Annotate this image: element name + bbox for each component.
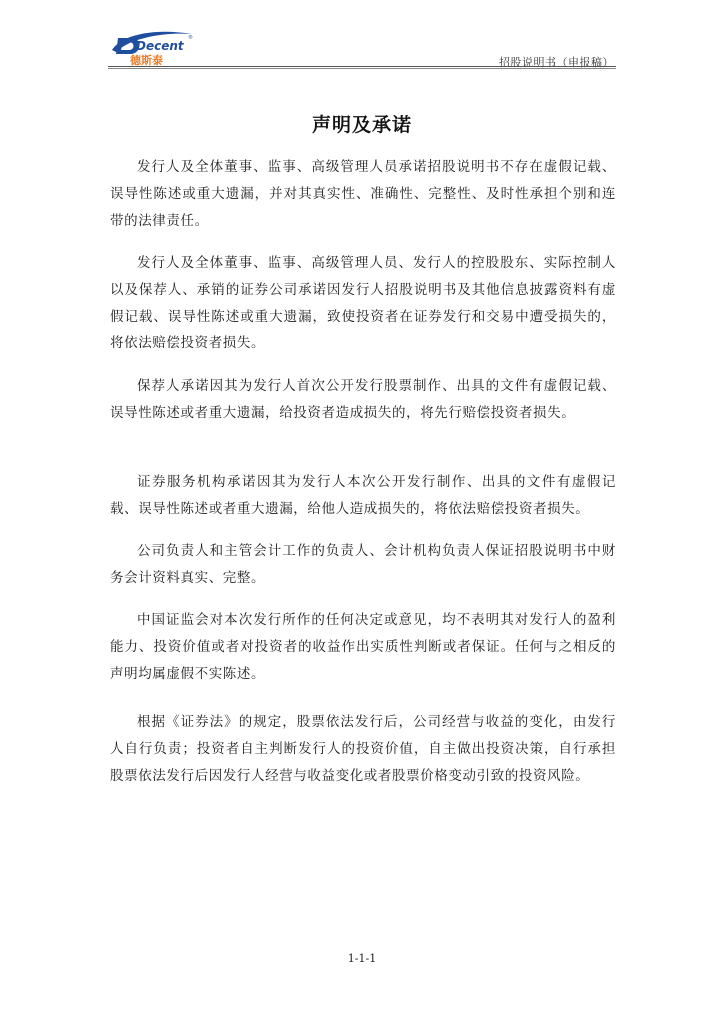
paragraph-sponsor-commitment: 保荐人承诺因其为发行人首次公开发行股票制作、出具的文件有虚假记载、误导性陈述或者重大遗漏，给投资者造成损失的，将先行赔偿投资者损失。 bbox=[110, 378, 616, 421]
logo-wordmark: Decent bbox=[136, 39, 184, 53]
logo-chinese-name: 德斯泰 bbox=[130, 54, 163, 67]
page-number: 1-1-1 bbox=[347, 952, 377, 965]
header-divider bbox=[108, 66, 616, 67]
paragraph-investment-risk: 根据《证券法》的规定，股票依法发行后，公司经营与收益的变化，由发行人自行负责；投资者自主判断发行人的投资价值，自主做出投资决策，自行承担股票依法发行后因发行人经营与收益变化或者股票价格变动引致的投资风险。 bbox=[110, 714, 616, 784]
paragraph-csrc-disclaimer: 中国证监会对本次发行所作的任何决定或意见，均不表明其对发行人的盈利能力、投资价值或者对投资者的收益作出实质性判断或者保证。任何与之相反的声明均属虚假不实陈述。 bbox=[110, 612, 616, 682]
logo-registered-mark: ® bbox=[188, 35, 193, 41]
header-divider-thin bbox=[108, 68, 616, 69]
document-label: 招股说明书（申报稿） bbox=[499, 56, 614, 69]
paragraph-service-agency-commitment: 证券服务机构承诺因其为发行人本次公开发行制作、出具的文件有虚假记载、误导性陈述或者重大遗漏，给他人造成损失的，将依法赔偿投资者损失。 bbox=[110, 474, 616, 517]
logo-graphic bbox=[108, 26, 198, 68]
page-header bbox=[108, 26, 616, 68]
paragraph-issuer-commitment: 发行人及全体董事、监事、高级管理人员承诺招股说明书不存在虚假记载、误导性陈述或重大遗漏，并对其真实性、准确性、完整性、及时性承担个别和连带的法律责任。 bbox=[110, 159, 616, 229]
company-logo bbox=[108, 26, 198, 68]
page-title: 声明及承诺 bbox=[311, 114, 412, 136]
paragraph-compensation-commitment: 发行人及全体董事、监事、高级管理人员、发行人的控股股东、实际控制人以及保荐人、承销的证券公司承诺因发行人招股说明书及其他信息披露资料有虚假记载、误导性陈述或重大遗漏，致使投资者在证券发行和交易中遭受损失的，将依法赔偿投资者损失。 bbox=[110, 255, 616, 352]
paragraph-financial-guarantee: 公司负责人和主管会计工作的负责人、会计机构负责人保证招股说明书中财务会计资料真实、完整。 bbox=[110, 543, 616, 586]
